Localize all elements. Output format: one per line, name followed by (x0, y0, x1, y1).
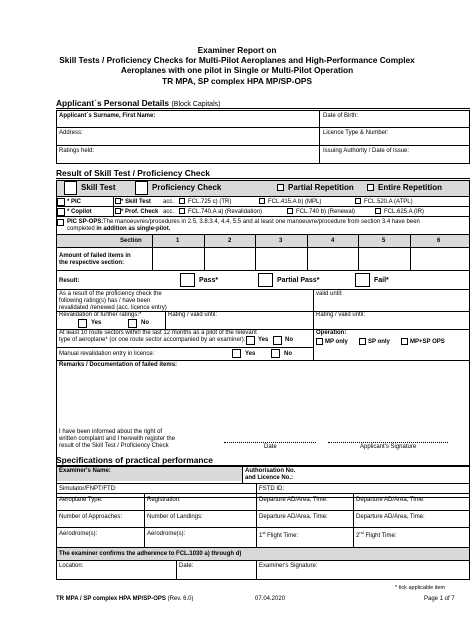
manual-no-label: No (284, 351, 292, 357)
dob-label[interactable]: Date of Birth: (323, 113, 359, 119)
aerodrome-label-2[interactable]: Aerodrome(s): (147, 531, 186, 537)
informed-text-1: I have been informed about the right of (59, 429, 163, 435)
entire-repetition-label: Entire Repetition (378, 183, 443, 192)
partial-pass-label: Partial Pass* (277, 277, 320, 284)
section-4: 4 (331, 238, 335, 244)
manual-yes-checkbox[interactable] (232, 349, 241, 358)
surname-label[interactable]: Applicant`s Surname, First Name: (59, 113, 156, 119)
prof-text-1: As a result of the proficiency check the (59, 291, 162, 297)
prof-check-label: Proficiency Check (152, 183, 222, 192)
manual-no-checkbox[interactable] (271, 349, 280, 358)
date-line[interactable] (224, 442, 316, 443)
specs-heading: Specifications of practical performance (56, 455, 213, 465)
fail-label: Fail* (374, 277, 389, 284)
applicant-signature-label: Applicant's Signature (360, 444, 417, 450)
ratings-label[interactable]: Ratings held: (59, 148, 95, 154)
fcl520-checkbox[interactable] (355, 198, 361, 204)
fail-checkbox[interactable] (355, 273, 370, 287)
fcl740b-checkbox[interactable] (287, 208, 293, 214)
mp-sp-checkbox[interactable] (401, 338, 408, 345)
partial-repetition-label: Partial Repetition (288, 183, 354, 192)
departure-label-3[interactable]: Departure AD/Area, Time: (259, 514, 328, 520)
fcl415-checkbox[interactable] (259, 198, 265, 204)
fcl740b-label: FCL.740 b) (Renewal) (296, 209, 356, 215)
title-line-2: Skill Tests / Proficiency Checks for Multi-Pilot Aeroplanes and High-Performance Complex (59, 55, 415, 65)
mp-only-checkbox[interactable] (316, 338, 323, 345)
title-line-3: Aeroplanes with one pilot in Single or Multi-Pilot Operation (120, 65, 354, 75)
pic-sp-ops-checkbox[interactable] (57, 219, 64, 226)
title-line-4: TR MPA, SP complex HPA MP/SP-OPS (162, 76, 312, 86)
second-flight-time-label[interactable]: 2nd Flight Time: (356, 530, 397, 539)
sectors-no-label: No (285, 337, 293, 343)
date-label: Date (264, 444, 277, 450)
skill-test-checkbox[interactable] (64, 181, 77, 195)
prof-text-3: revalidated /renewed (acc. licence entry) (59, 305, 167, 311)
pic-sp-ops-label: PIC SP-OPS: (67, 219, 104, 225)
title-line-1: Examiner Report on (197, 45, 277, 55)
divider (56, 108, 470, 109)
sp-only-checkbox[interactable] (359, 338, 366, 345)
acc-label-2: acc. (163, 209, 175, 215)
section-2: 2 (228, 238, 232, 244)
copilot-checkbox[interactable] (57, 208, 65, 216)
auth-no-label-2[interactable]: and Licence No.: (245, 475, 294, 481)
spec-date-label[interactable]: Date: (179, 563, 194, 569)
pass-label: Pass* (199, 277, 219, 284)
pic-label: * PIC (67, 199, 82, 205)
tick-note: * tick applicable item (395, 585, 446, 591)
fcl625-checkbox[interactable] (375, 208, 381, 214)
departure-label-1[interactable]: Departure AD/Area, Time: (259, 497, 328, 503)
sectors-no-checkbox[interactable] (273, 336, 282, 345)
pic-sp-ops-text-1: The manoeuvres/procedures in 2.5, 3.8.3.4, 4.4, 5.5 and at least one manoeuvre/procedure from section 3.4 have been (103, 219, 420, 225)
reval-further-label: Revalidation of further ratings:* (59, 312, 142, 318)
partial-repetition-checkbox[interactable] (277, 184, 284, 191)
footer-page: Page 1 of 7 (424, 596, 455, 602)
failed-label-2: the respective section: (59, 260, 125, 266)
sectors-text-2: type of aeroplane* (or one route sector accompanied by an examiner): (59, 337, 246, 343)
pass-checkbox[interactable] (180, 273, 195, 287)
approaches-label[interactable]: Number of Approaches: (59, 514, 123, 520)
departure-label-2[interactable]: Departure AD/Area, Time: (356, 497, 425, 503)
footer-date: 07.04.2020 (255, 596, 286, 602)
footer-form-name: TR MPA / SP complex HPA MP/SP-OPS (Rev. 6.0) (56, 596, 194, 602)
location-label[interactable]: Location: (59, 563, 84, 569)
operation-label: Operation: (316, 330, 347, 336)
applicant-signature-line[interactable] (328, 442, 448, 443)
examiner-name-label[interactable]: Examiner's Name: (59, 468, 111, 474)
section-1: 1 (176, 238, 180, 244)
prof-text-2: following rating(s) has / have been (59, 298, 151, 304)
fcl625-label: FCL.625.A (IR) (384, 209, 425, 215)
rating-valid-label[interactable]: Rating / valid until: (168, 312, 218, 318)
result-label: Result: (59, 278, 80, 284)
confirm-text: The examiner confirms the adherence to FCL.1030 a) through d) (59, 551, 242, 557)
examiner-signature-label[interactable]: Examiner's Signature: (259, 563, 318, 569)
section-label: Section (120, 238, 142, 244)
informed-text-3: result of the Skill Test / Proficiency Check (59, 443, 169, 449)
manual-reval-label: Manual revalidation entry in licence: (59, 351, 155, 357)
reval-yes-label: Yes (91, 320, 102, 326)
prof-check-checkbox[interactable] (135, 181, 148, 195)
section-3: 3 (279, 238, 283, 244)
mp-sp-label: MP+SP OPS (410, 339, 445, 345)
manual-yes-label: Yes (245, 351, 256, 357)
licence-label[interactable]: Licence Type & Number: (323, 130, 389, 136)
fcl725-checkbox[interactable] (179, 198, 185, 204)
mp-only-label: MP only (325, 339, 348, 345)
reval-no-checkbox[interactable] (128, 319, 137, 328)
aeroplane-type-label[interactable]: Aeroplane Type: (59, 497, 103, 503)
personal-details-heading: Applicant`s Personal Details (Block Capitals) (56, 98, 221, 108)
auth-no-label-1[interactable]: Authorisation No. (245, 468, 296, 474)
registration-label[interactable]: Registration: (147, 497, 181, 503)
fstd-label[interactable]: FSTD ID: (259, 486, 284, 492)
divider (56, 178, 470, 179)
sp-only-label: SP only (368, 339, 390, 345)
entire-repetition-checkbox[interactable] (367, 184, 374, 191)
fcl740a-label: FCL.740.A a) (Revalidation) (188, 209, 263, 215)
failed-label-1: Amount of failed items in (59, 253, 131, 259)
rating-valid-label-2[interactable]: Rating / valid until: (316, 312, 366, 318)
sectors-text-1: At least 10 route sectors within the last 12 months as a pilot of the relevant (59, 330, 257, 336)
skill-test-star-label: * Skill Test (121, 199, 151, 205)
first-flight-time-label[interactable]: 1st Flight Time: (259, 530, 299, 539)
fcl740a-checkbox[interactable] (179, 208, 185, 214)
fcl415-label: FCL.415.A b) (MPL) (268, 199, 322, 205)
fcl725-label: FCL.725 c) (TR) (188, 199, 232, 205)
prof-check-star-label: * Prof. Check (121, 209, 159, 215)
result-heading: Result of Skill Test / Proficiency Check (56, 168, 210, 178)
issuing-label[interactable]: Issuing Authority / Date of Issue: (323, 148, 410, 154)
valid-until-label[interactable]: valid until: (316, 291, 343, 297)
partial-pass-checkbox[interactable] (258, 273, 273, 287)
simulator-label[interactable]: Simulator/FNPT/FTD: (59, 486, 117, 492)
acc-label: acc. (163, 199, 175, 205)
section-5: 5 (382, 238, 386, 244)
address-label[interactable]: Address: (59, 130, 83, 136)
sectors-yes-checkbox[interactable] (246, 336, 255, 345)
skill-test-label: Skill Test (81, 183, 116, 192)
pic-checkbox[interactable] (57, 198, 65, 206)
pic-sp-ops-text-2: completed in addition as single-pilot. (67, 226, 171, 232)
aerodrome-label-1[interactable]: Aerodrome(s): (59, 531, 98, 537)
copilot-label: * Copilot (67, 209, 92, 215)
departure-label-4[interactable]: Departure AD/Area, Time: (356, 514, 425, 520)
reval-yes-checkbox[interactable] (78, 319, 87, 328)
remarks-label[interactable]: Remarks / Documentation of failed items: (59, 362, 178, 368)
section-6: 6 (437, 238, 441, 244)
informed-text-2: written complaint and I herewith register the (59, 436, 176, 442)
sectors-yes-label: Yes (258, 337, 269, 343)
reval-no-label: No (141, 320, 149, 326)
fcl520-label: FCL.520.A (ATPL) (364, 199, 413, 205)
landings-label[interactable]: Number of Landings: (147, 514, 203, 520)
